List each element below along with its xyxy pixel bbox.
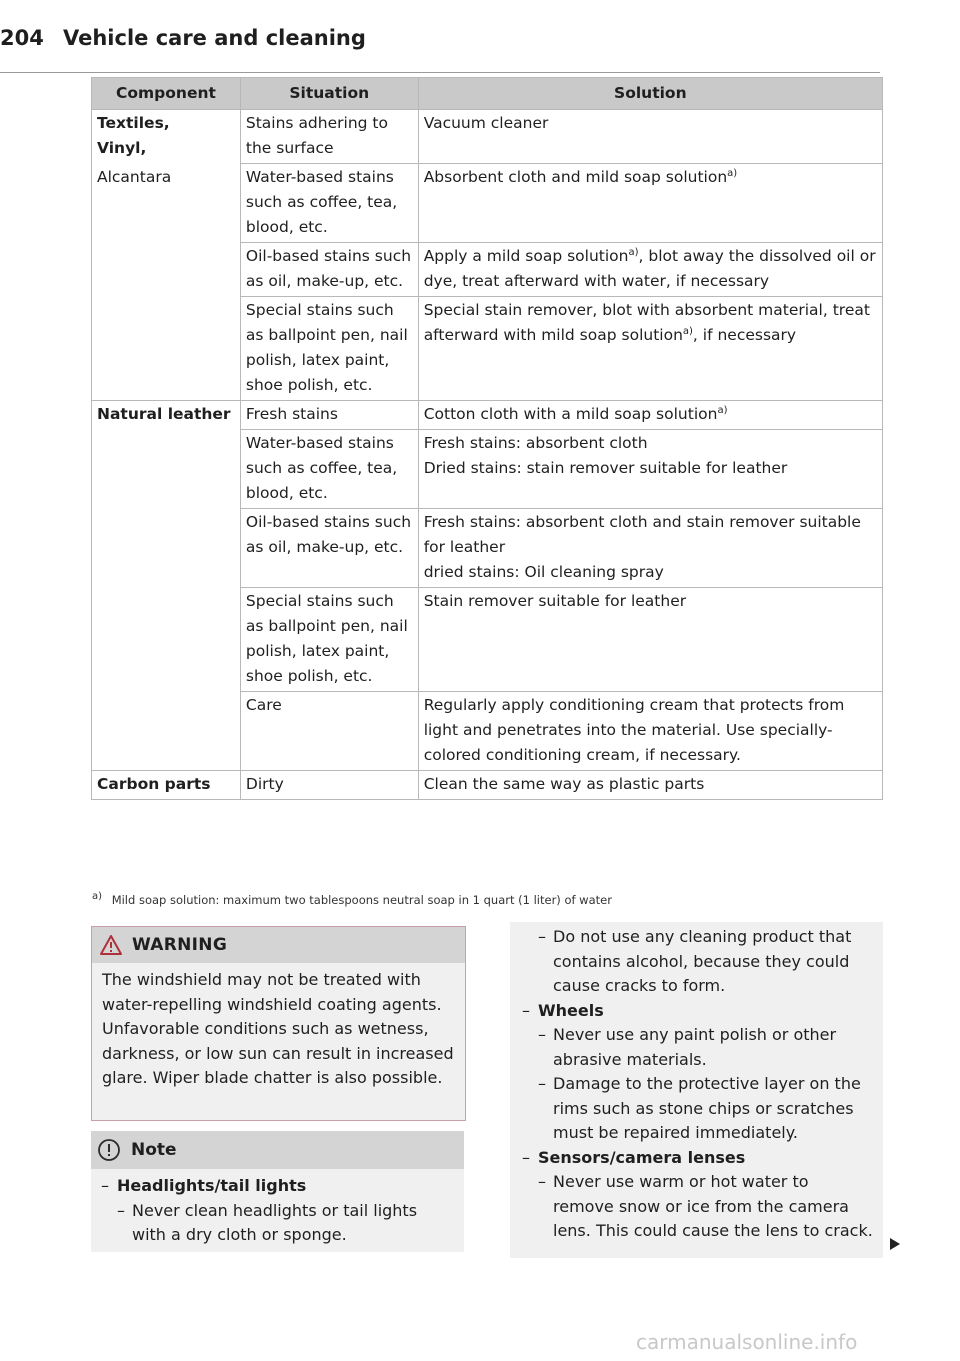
situation-cell: Water-based stains such as coffee, tea, blood, etc. bbox=[240, 164, 418, 243]
solution-cell bbox=[418, 692, 882, 771]
note-sub-item bbox=[101, 1199, 454, 1248]
note-list-item bbox=[101, 1174, 454, 1199]
table-body bbox=[92, 110, 883, 800]
solution-text: Regularly apply conditioning cream that protects from light and penetrates into the material. Use specially-colored conditioning cream, if necessary. bbox=[423, 696, 845, 764]
component-cell bbox=[92, 692, 241, 771]
note-item-heading: Sensors/camera lenses bbox=[538, 1147, 746, 1167]
component-cell bbox=[92, 164, 241, 243]
note-continued-body bbox=[510, 922, 883, 1244]
table-row bbox=[92, 297, 883, 401]
solution-cell bbox=[418, 588, 882, 692]
component-name: Textiles, bbox=[97, 114, 170, 132]
note-sub-item-text: Never use any paint polish or other abrasive materials. bbox=[553, 1025, 837, 1069]
solution-cell bbox=[418, 110, 882, 164]
cleaning-table bbox=[91, 77, 883, 800]
table-row bbox=[92, 692, 883, 771]
warning-box bbox=[91, 926, 466, 1121]
component-name: Alcantara bbox=[97, 167, 172, 186]
note-sub-item-text: Do not use any cleaning product that contains alcohol, because they could cause cracks to form. bbox=[553, 927, 852, 995]
solution-text: dried stains: Oil cleaning spray bbox=[423, 563, 664, 581]
solution-text: Apply a mild soap solution bbox=[423, 247, 629, 265]
footnote bbox=[92, 893, 612, 907]
component-name: Natural leather bbox=[97, 405, 231, 423]
footnote-ref: a) bbox=[727, 167, 738, 179]
footnote-ref: a) bbox=[628, 246, 639, 258]
note-list-item bbox=[522, 999, 873, 1024]
dash-bullet: – bbox=[101, 1176, 109, 1195]
table-row bbox=[92, 164, 883, 243]
solution-text: Dried stains: stain remover suitable for leather bbox=[423, 459, 788, 477]
note-sub-item bbox=[522, 1023, 873, 1072]
note-list-item bbox=[522, 1146, 873, 1171]
solution-text-continued: , if necessary bbox=[692, 326, 797, 344]
footnote-ref: a) bbox=[717, 404, 728, 416]
note-item-heading: Headlights/tail lights bbox=[117, 1176, 307, 1195]
note-sub-item bbox=[522, 1072, 873, 1146]
note-sub-item bbox=[522, 1170, 873, 1244]
dash-bullet: – bbox=[538, 1172, 546, 1191]
solution-cell bbox=[418, 297, 882, 401]
solution-cell bbox=[418, 243, 882, 297]
note-body bbox=[91, 1169, 464, 1248]
note-sub-item-text: Never clean headlights or tail lights with a dry cloth or sponge. bbox=[132, 1200, 418, 1244]
dash-bullet: – bbox=[522, 1147, 530, 1167]
situation-cell: Stains adhering to the surface bbox=[240, 110, 418, 164]
situation-cell: Dirty bbox=[240, 771, 418, 800]
solution-text: Fresh stains: absorbent cloth bbox=[423, 434, 648, 452]
column-header-situation: Situation bbox=[240, 78, 418, 110]
solution-cell bbox=[418, 430, 882, 509]
component-cell bbox=[92, 401, 241, 430]
component-cell bbox=[92, 588, 241, 692]
table-header-row bbox=[92, 78, 883, 110]
section-title: Vehicle care and cleaning bbox=[63, 26, 366, 50]
situation-cell: Oil-based stains such as oil, make-up, etc. bbox=[240, 509, 418, 588]
component-cell bbox=[92, 430, 241, 509]
footnote-marker: a) bbox=[92, 891, 103, 903]
note-header bbox=[91, 1131, 464, 1169]
table-row bbox=[92, 771, 883, 800]
column-header-solution: Solution bbox=[418, 78, 882, 110]
note-sub-item-text: Damage to the protective layer on the rims such as stone chips or scratches must be repaired immediately. bbox=[553, 1074, 861, 1142]
solution-cell bbox=[418, 509, 882, 588]
column-header-component: Component bbox=[92, 78, 241, 110]
footnote-ref: a) bbox=[682, 325, 693, 337]
situation-cell: Water-based stains such as coffee, tea, blood, etc. bbox=[240, 430, 418, 509]
note-box bbox=[91, 1131, 464, 1252]
table-row bbox=[92, 509, 883, 588]
watermark: carmanualsonline.info bbox=[636, 1330, 858, 1354]
note-item-heading: Wheels bbox=[538, 1000, 604, 1020]
solution-text-continued: , blot away the dissolved oil or dye, treat afterward with water, if necessary bbox=[423, 247, 876, 290]
info-circle-icon bbox=[97, 1138, 121, 1162]
solution-text: Fresh stains: absorbent cloth and stain remover suitable for leather bbox=[423, 513, 861, 556]
table-row bbox=[92, 401, 883, 430]
dash-bullet: – bbox=[538, 1074, 546, 1093]
dash-bullet: – bbox=[522, 1000, 530, 1020]
footnote-text: Mild soap solution: maximum two tablespoons neutral soap in 1 quart (1 liter) of water bbox=[111, 893, 612, 907]
situation-cell: Special stains such as ballpoint pen, nail polish, latex paint, shoe polish, etc. bbox=[240, 297, 418, 401]
solution-text: Cotton cloth with a mild soap solution bbox=[423, 405, 718, 423]
warning-header bbox=[92, 927, 465, 963]
note-continued-box bbox=[510, 922, 883, 1258]
dash-bullet: – bbox=[538, 927, 546, 946]
component-name: Vinyl, bbox=[97, 139, 147, 157]
solution-text: Vacuum cleaner bbox=[423, 114, 549, 132]
component-cell bbox=[92, 509, 241, 588]
dash-bullet: – bbox=[538, 1025, 546, 1044]
solution-cell bbox=[418, 164, 882, 243]
situation-cell: Oil-based stains such as oil, make-up, etc. bbox=[240, 243, 418, 297]
solution-cell bbox=[418, 401, 882, 430]
note-title: Note bbox=[131, 1140, 177, 1160]
solution-text: Clean the same way as plastic parts bbox=[423, 775, 705, 793]
table-row bbox=[92, 430, 883, 509]
component-cell bbox=[92, 243, 241, 297]
header-divider bbox=[0, 72, 880, 73]
component-name: Carbon parts bbox=[97, 775, 211, 793]
situation-cell: Special stains such as ballpoint pen, nail polish, latex paint, shoe polish, etc. bbox=[240, 588, 418, 692]
warning-title: WARNING bbox=[132, 935, 228, 955]
solution-cell bbox=[418, 771, 882, 800]
solution-text: Stain remover suitable for leather bbox=[423, 592, 687, 610]
situation-cell: Fresh stains bbox=[240, 401, 418, 430]
component-cell bbox=[92, 297, 241, 401]
component-cell bbox=[92, 771, 241, 800]
note-sub-item bbox=[522, 925, 873, 999]
note-sub-item-text: Never use warm or hot water to remove snow or ice from the camera lens. This could cause the lens to crack. bbox=[553, 1172, 873, 1240]
table-row bbox=[92, 588, 883, 692]
table-row bbox=[92, 110, 883, 164]
solution-text: Special stain remover, blot with absorbent material, treat afterward with mild soap solution bbox=[423, 301, 870, 344]
warning-text: The windshield may not be treated with water-repelling windshield coating agents. Unfavorable conditions such as wetness, darkness, or low sun can result in increased glare. Wiper blade chatter is also possible. bbox=[102, 970, 454, 1087]
page-header bbox=[0, 20, 880, 54]
situation-cell: Care bbox=[240, 692, 418, 771]
warning-triangle-icon bbox=[100, 935, 122, 955]
table-row bbox=[92, 243, 883, 297]
component-cell bbox=[92, 110, 241, 164]
continue-arrow-icon bbox=[888, 1237, 902, 1251]
dash-bullet: – bbox=[117, 1200, 125, 1220]
solution-text: Absorbent cloth and mild soap solution bbox=[423, 168, 728, 186]
page-number: 204 bbox=[0, 26, 44, 50]
